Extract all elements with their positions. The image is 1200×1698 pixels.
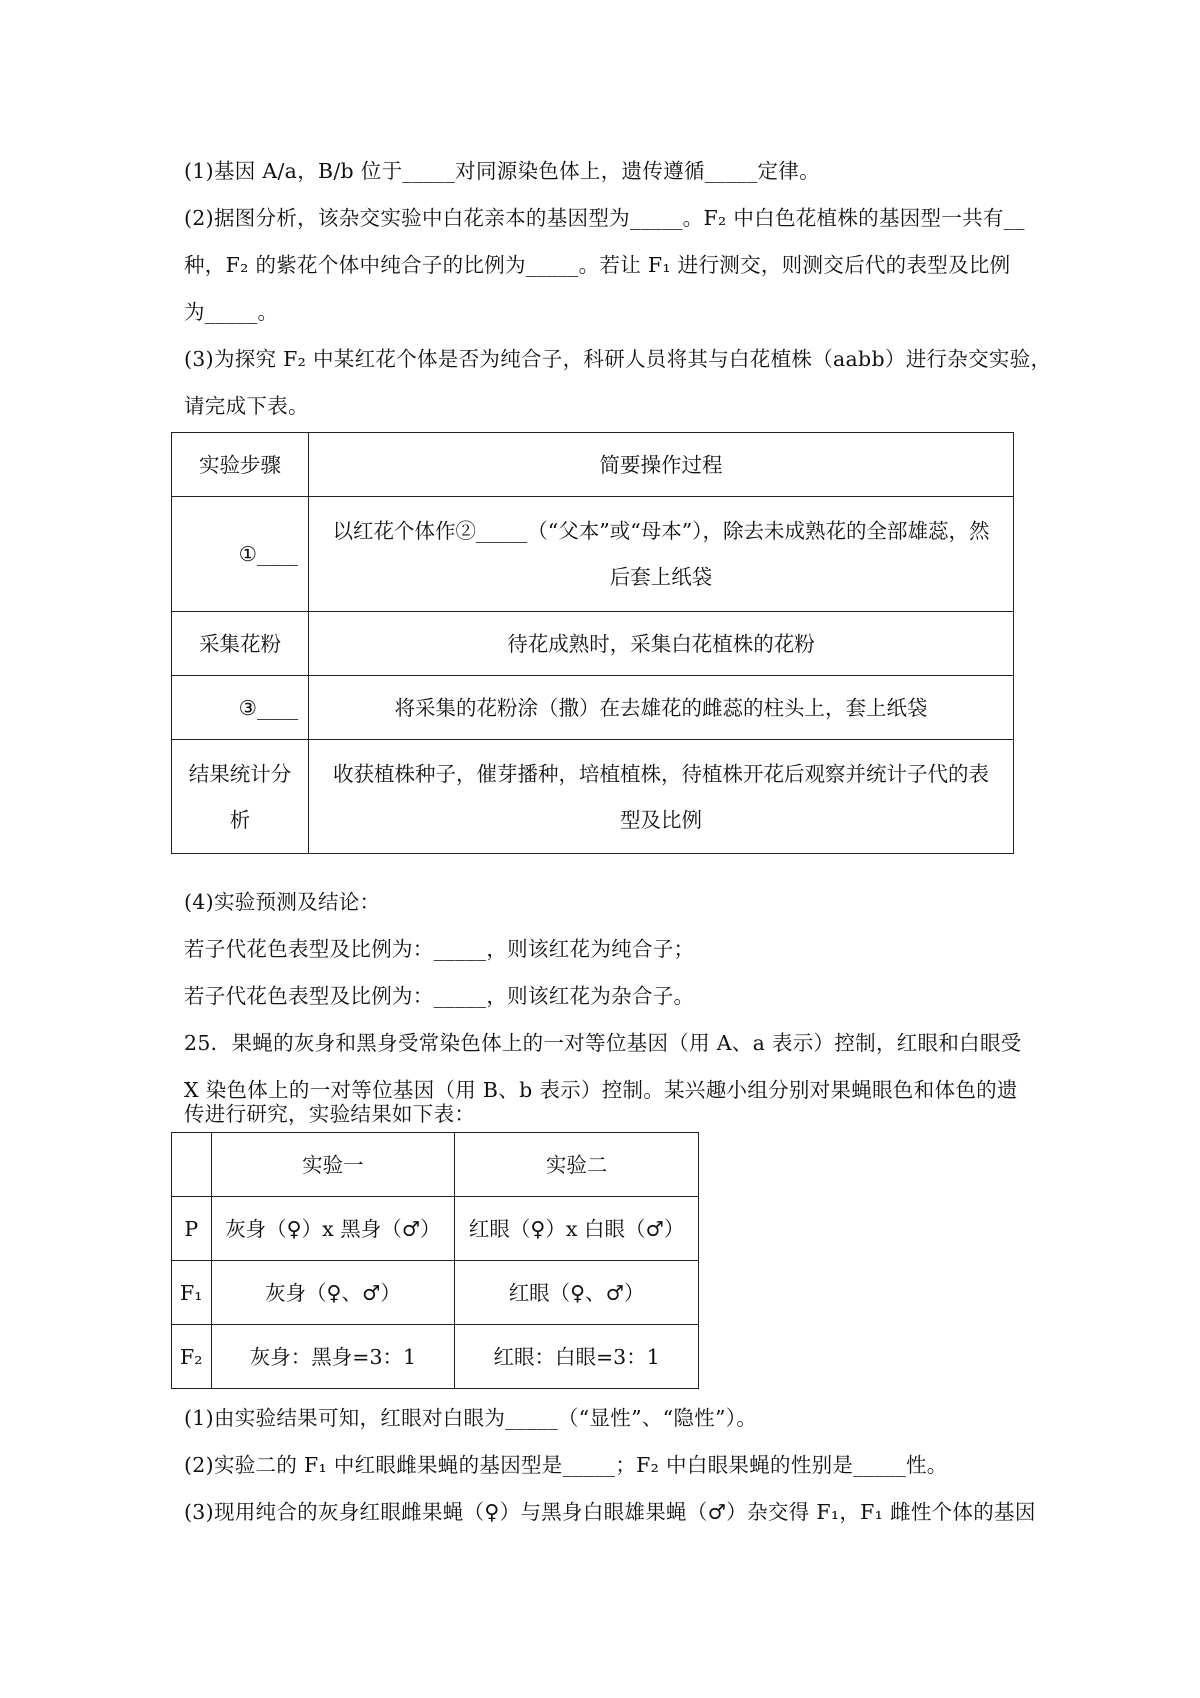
- q24-part3-line1: (3)为探究 F₂ 中某红花个体是否为纯合子，科研人员将其与白花植株（aabb）进行杂交实验，: [184, 347, 1052, 371]
- table-header-cell: 实验一: [211, 1133, 455, 1197]
- q24-part2-line1: (2)据图分析，该杂交实验中白花亲本的基因型为_____。F₂ 中白色花植株的基因型一共有__: [184, 206, 1025, 230]
- q24-part2-line3: 为_____。: [184, 300, 279, 324]
- q25-stem-line1: 25．果蝇的灰身和黑身受常染色体上的一对等位基因（用 A、a 表示）控制，红眼和白眼受: [184, 1031, 1022, 1055]
- desc-line: 收获植株种子，催芽播种，培植植株，待植株开花后观察并统计子代的表: [333, 761, 989, 786]
- table-cell: 红眼（♀）x 白眼（♂）: [455, 1197, 699, 1261]
- q25-part2: (2)实验二的 F₁ 中红眼雌果蝇的基因型是_____；F₂ 中白眼果蝇的性别是_____性。: [184, 1453, 948, 1477]
- generation-cell: F₁: [172, 1261, 212, 1325]
- q24-part3-line2: 请完成下表。: [184, 394, 309, 418]
- q25-part1: (1)由实验结果可知，红眼对白眼为_____（“显性”、“隐性”）。: [184, 1406, 758, 1430]
- table-header-row: [172, 433, 1014, 497]
- table-header-cell: 简要操作过程: [309, 433, 1014, 497]
- desc-cell: [309, 497, 1014, 612]
- table-row: [172, 612, 1014, 676]
- table-header-cell: [172, 1133, 212, 1197]
- table-cell: 灰身：黑身=3：1: [211, 1325, 455, 1389]
- table-row: [172, 676, 1014, 740]
- fruitfly-results-table: [171, 1132, 699, 1389]
- generation-cell: F₂: [172, 1325, 212, 1389]
- table-cell: 红眼（♀、♂）: [455, 1261, 699, 1325]
- desc-cell: 将采集的花粉涂（撒）在去雄花的雌蕊的柱头上，套上纸袋: [309, 676, 1014, 740]
- step-cell: ③____: [172, 676, 309, 740]
- q24-part4-hetero: 若子代花色表型及比例为：_____，则该红花为杂合子。: [184, 984, 695, 1008]
- experiment-steps-table: [171, 432, 1014, 854]
- table-row: [172, 740, 1014, 854]
- step-cell: 采集花粉: [172, 612, 309, 676]
- desc-line: 以红花个体作②_____（“父本”或“母本”），除去未成熟花的全部雄蕊，然: [332, 519, 990, 543]
- table-cell: 红眼：白眼=3：1: [455, 1325, 699, 1389]
- desc-cell: 待花成熟时，采集白花植株的花粉: [309, 612, 1014, 676]
- q24-part1: (1)基因 A/a，B/b 位于_____对同源染色体上，遗传遵循_____定律。: [184, 159, 820, 183]
- step-cell: [172, 740, 309, 854]
- desc-cell: [309, 740, 1014, 854]
- desc-line: 后套上纸袋: [609, 565, 713, 589]
- table-cell: 灰身（♀）x 黑身（♂）: [211, 1197, 455, 1261]
- desc-line: 型及比例: [620, 807, 702, 832]
- table-row: [172, 1197, 699, 1261]
- q24-part4-pure: 若子代花色表型及比例为：_____，则该红花为纯合子；: [184, 937, 695, 961]
- table-header-cell: 实验二: [455, 1133, 699, 1197]
- q25-stem-line3: 传进行研究，实验结果如下表：: [184, 1102, 476, 1126]
- table-header-row: [172, 1133, 699, 1197]
- step-cell: ①____: [172, 497, 309, 612]
- q24-part2-line2: 种，F₂ 的紫花个体中纯合子的比例为_____。若让 F₁ 进行测交，则测交后代的表型及比例: [184, 253, 1011, 277]
- table-header-cell: 实验步骤: [172, 433, 309, 497]
- q24-part4-title: (4)实验预测及结论：: [184, 890, 381, 914]
- table-cell: 灰身（♀、♂）: [211, 1261, 455, 1325]
- step-line: 结果统计分: [188, 761, 292, 786]
- step-line: 析: [229, 807, 251, 832]
- table-row: [172, 1325, 699, 1389]
- q25-part3: (3)现用纯合的灰身红眼雌果蝇（♀）与黑身白眼雄果蝇（♂）杂交得 F₁，F₁ 雌性个体的基因: [184, 1500, 1036, 1524]
- q25-stem-line2: X 染色体上的一对等位基因（用 B、b 表示）控制。某兴趣小组分别对果蝇眼色和体色的遗: [184, 1078, 1018, 1102]
- generation-cell: P: [172, 1197, 212, 1261]
- table-row: [172, 1261, 699, 1325]
- table-row: [172, 497, 1014, 612]
